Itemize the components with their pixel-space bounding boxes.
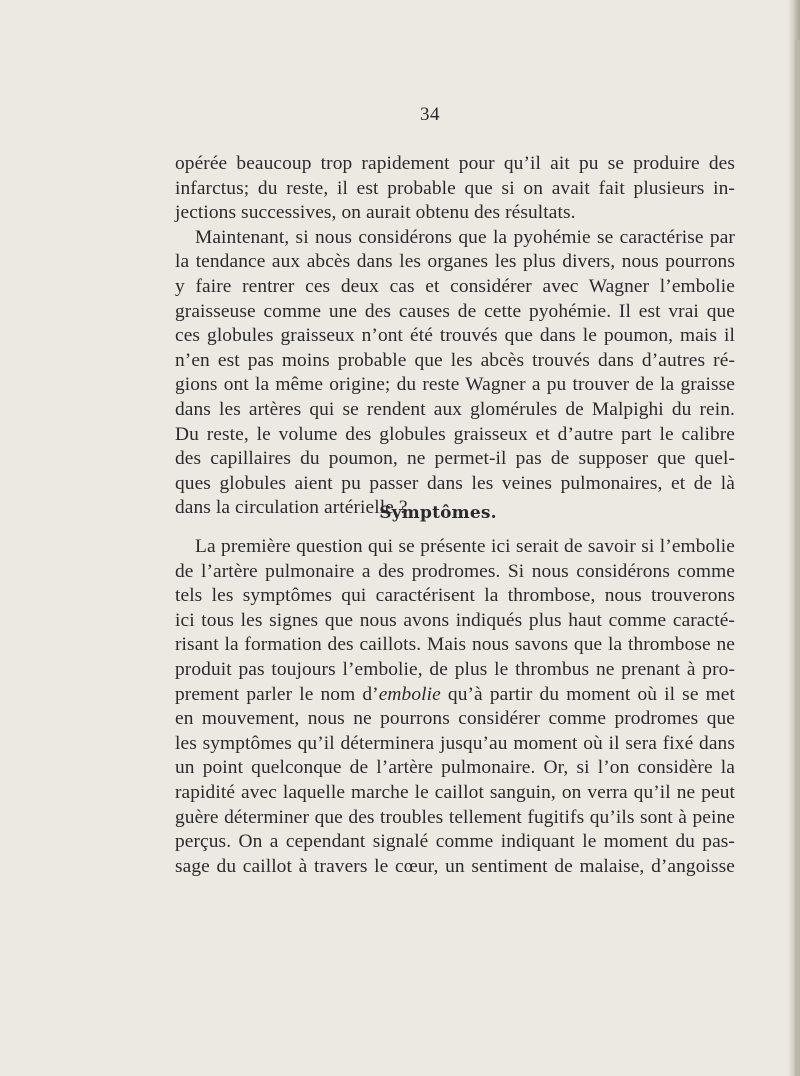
text-line: y faire rentrer ces deux cas et considérer avec Wagner l’embolie xyxy=(175,275,735,297)
text-line-with-italic xyxy=(175,683,735,708)
italic-term: embolie xyxy=(378,683,441,705)
text-line: tels les symptômes qui caractérisent la thrombose, nous trouverons xyxy=(175,585,735,607)
text-line: graisseuse comme une des causes de cette pyohémie. Il est vrai que xyxy=(175,300,735,322)
text-block-top xyxy=(175,152,735,521)
text-line: dans la circulation artérielle ? xyxy=(175,497,408,519)
text-line: la tendance aux abcès dans les organes les plus divers, nous pourrons xyxy=(175,251,735,273)
text-line: dans les artères qui se rendent aux glomérules de Malpighi du rein. xyxy=(175,398,735,420)
text-line: jections successives, on aurait obtenu des résultats. xyxy=(175,202,576,224)
text-line: en mouvement, nous ne pourrons considérer comme prodromes que xyxy=(175,708,735,730)
text-line: Du reste, le volume des globules graisseux et d’autre part le calibre xyxy=(175,423,735,445)
text-line: La première question qui se présente ici serait de savoir si l’embolie xyxy=(195,536,735,557)
text-segment: qu’à partir du moment où il se met xyxy=(440,683,735,705)
text-line: de l’artère pulmonaire a des prodromes. Si nous considérons comme xyxy=(175,560,735,582)
paragraph-3 xyxy=(175,535,735,879)
text-block-bottom xyxy=(175,535,735,879)
text-line: gions ont la même origine; du reste Wagner a pu trouver de la graisse xyxy=(175,374,735,396)
text-line: opérée beaucoup trop rapidement pour qu’il ait pu se produire des xyxy=(175,153,735,174)
text-line: ici tous les signes que nous avons indiqués plus haut comme caracté- xyxy=(175,609,735,631)
paragraph-2 xyxy=(175,226,735,521)
text-line: Maintenant, si nous considérons que la pyohémie se caractérise par xyxy=(195,226,735,248)
text-line: guère déterminer que des troubles tellement fugitifs qu’ils sont à peine xyxy=(175,806,735,828)
text-line: ces globules graisseux n’ont été trouvés que dans le poumon, mais il xyxy=(175,325,735,347)
text-line: rapidité avec laquelle marche le caillot sanguin, on verra qu’il ne peut xyxy=(175,781,735,803)
text-line: des capillaires du poumon, ne permet-il pas de supposer que quel- xyxy=(175,448,735,470)
section-heading: Symptômes. xyxy=(379,503,497,523)
text-line: produit pas toujours l’embolie, de plus le thrombus ne prenant à pro- xyxy=(175,658,735,680)
text-line: n’en est pas moins probable que les abcès trouvés dans d’autres ré- xyxy=(175,349,735,371)
text-segment: prement parler le nom d’ xyxy=(175,683,379,705)
text-line: un point quelconque de l’artère pulmonaire. Or, si l’on considère la xyxy=(175,757,735,779)
text-line: les symptômes qu’il déterminera jusqu’au moment où il sera fixé dans xyxy=(175,732,735,754)
text-line: sage du caillot à travers le cœur, un sentiment de malaise, d’angoisse xyxy=(175,855,735,877)
paragraph-1 xyxy=(175,152,735,226)
text-line: infarctus; du reste, il est probable que si on avait fait plusieurs in- xyxy=(175,177,735,199)
page-number: 34 xyxy=(420,104,440,125)
page-binding-edge xyxy=(795,40,800,1076)
text-line: risant la formation des caillots. Mais nous savons que la thrombose ne xyxy=(175,634,735,656)
text-line: perçus. On a cependant signalé comme indiquant le moment du pas- xyxy=(175,831,735,853)
text-line: ques globules aient pu passer dans les veines pulmonaires, et de là xyxy=(175,472,735,494)
